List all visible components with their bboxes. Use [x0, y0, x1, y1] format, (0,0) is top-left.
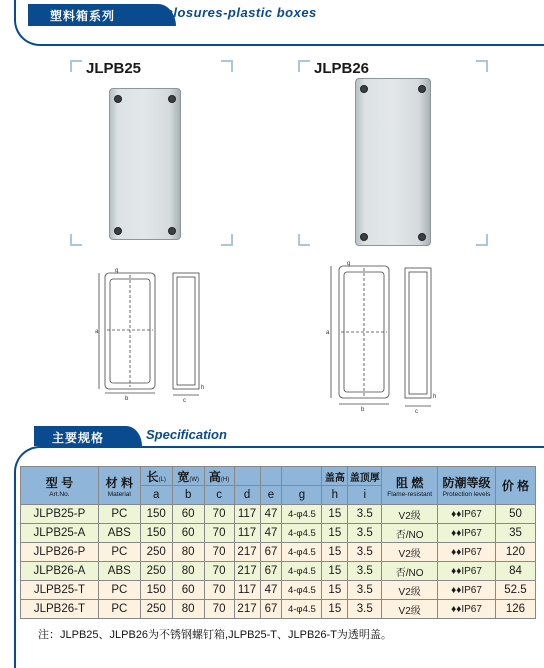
- cell-e: 47: [260, 524, 282, 543]
- table-row: [21, 562, 536, 581]
- cell-h: 15: [322, 562, 348, 581]
- cell-material: ABS: [98, 524, 140, 543]
- corner-bracket: [70, 234, 82, 246]
- screw-icon: [114, 95, 122, 103]
- cell-b: 80: [172, 600, 204, 619]
- cell-b: 80: [172, 543, 204, 562]
- dim-label-g: g: [347, 261, 351, 267]
- col-header-i: i: [348, 486, 382, 505]
- col-header-g: g: [282, 486, 322, 505]
- droplet-icon: ♦♦: [451, 546, 462, 558]
- cell-b: 80: [172, 562, 204, 581]
- cell-g: 4-φ4.5: [282, 524, 322, 543]
- cell-a: 150: [140, 524, 172, 543]
- cell-g: 4-φ4.5: [282, 562, 322, 581]
- col-header-material: 材 料 Material: [98, 467, 140, 505]
- corner-bracket: [70, 60, 82, 72]
- cell-material: PC: [98, 600, 140, 619]
- cell-i: 3.5: [348, 600, 382, 619]
- cell-c: 70: [204, 543, 234, 562]
- dim-label-c: c: [183, 398, 186, 404]
- cell-protection: ♦♦IP67: [438, 543, 496, 562]
- spec-table: [20, 466, 536, 619]
- cell-a: 250: [140, 562, 172, 581]
- screw-icon: [168, 227, 176, 235]
- cell-a: 150: [140, 581, 172, 600]
- cell-model: JLPB26-P: [21, 543, 99, 562]
- cell-price: 126: [495, 600, 535, 619]
- screw-icon: [114, 227, 122, 235]
- cell-material: PC: [98, 581, 140, 600]
- screw-icon: [360, 85, 368, 93]
- footnote: 注：JLPB25、JLPB26为不锈钢螺钉箱,JLPB25-T、JLPB26-T为透明盖。: [38, 629, 392, 641]
- screw-icon: [418, 85, 426, 93]
- cell-material: ABS: [98, 562, 140, 581]
- cell-c: 70: [204, 581, 234, 600]
- cell-i: 3.5: [348, 505, 382, 524]
- cell-g: 4-φ4.5: [282, 581, 322, 600]
- cell-material: PC: [98, 505, 140, 524]
- corner-bracket: [476, 60, 488, 72]
- cell-e: 67: [260, 600, 282, 619]
- cell-h: 15: [322, 543, 348, 562]
- dim-label-a: a: [95, 329, 99, 335]
- cell-material: PC: [98, 543, 140, 562]
- col-header-c: c: [204, 486, 234, 505]
- col-header-b: b: [172, 486, 204, 505]
- droplet-icon: ♦♦: [451, 603, 462, 615]
- cell-c: 70: [204, 562, 234, 581]
- droplet-icon: ♦♦: [451, 565, 462, 577]
- cell-protection: ♦♦IP67: [438, 524, 496, 543]
- cell-e: 67: [260, 543, 282, 562]
- dim-label-c: c: [415, 409, 418, 415]
- cell-a: 250: [140, 543, 172, 562]
- cell-i: 3.5: [348, 543, 382, 562]
- cell-model: JLPB25-A: [21, 524, 99, 543]
- cell-h: 15: [322, 505, 348, 524]
- cell-d: 117: [234, 581, 260, 600]
- col-header-protection: 防潮等级 Protection levels: [438, 467, 496, 505]
- cell-price: 35: [495, 524, 535, 543]
- droplet-icon: ♦♦: [451, 508, 462, 520]
- cell-flame: 否/NO: [382, 562, 438, 581]
- cell-e: 67: [260, 562, 282, 581]
- cell-a: 250: [140, 600, 172, 619]
- col-header-length: 长(L): [140, 467, 172, 486]
- cell-b: 60: [172, 505, 204, 524]
- cell-d: 217: [234, 562, 260, 581]
- cell-b: 60: [172, 524, 204, 543]
- product-image-jlpb25: [109, 88, 181, 240]
- table-row: [21, 543, 536, 562]
- cell-g: 4-φ4.5: [282, 543, 322, 562]
- cell-model: JLPB25-P: [21, 505, 99, 524]
- cell-i: 3.5: [348, 562, 382, 581]
- cell-g: 4-φ4.5: [282, 505, 322, 524]
- corner-bracket: [476, 234, 488, 246]
- dim-label-b: b: [361, 407, 365, 413]
- col-header-lid-thick: 盖顶厚: [348, 467, 382, 486]
- dim-label-h: h: [201, 385, 205, 391]
- cell-e: 47: [260, 505, 282, 524]
- corner-bracket: [221, 234, 233, 246]
- col-header-price: 价 格: [495, 467, 535, 505]
- cell-protection: ♦♦IP67: [438, 505, 496, 524]
- col-header-width: 宽(W): [172, 467, 204, 486]
- cell-flame: V2级: [382, 505, 438, 524]
- cell-h: 15: [322, 600, 348, 619]
- screw-icon: [360, 233, 368, 241]
- table-row: [21, 505, 536, 524]
- technical-drawing-jlpb26: [325, 258, 445, 416]
- cell-flame: V2级: [382, 543, 438, 562]
- cell-price: 52.5: [495, 581, 535, 600]
- product-title-jlpb25: JLPB25: [86, 60, 142, 77]
- col-header-blank: [234, 467, 260, 486]
- cell-d: 117: [234, 524, 260, 543]
- cell-protection: ♦♦IP67: [438, 600, 496, 619]
- cell-price: 120: [495, 543, 535, 562]
- col-header-blank: [260, 467, 282, 486]
- table-row: [21, 524, 536, 543]
- cell-price: 50: [495, 505, 535, 524]
- droplet-icon: ♦♦: [451, 527, 462, 539]
- cell-e: 47: [260, 581, 282, 600]
- cell-i: 3.5: [348, 524, 382, 543]
- cell-flame: V2级: [382, 581, 438, 600]
- col-header-d: d: [234, 486, 260, 505]
- cell-model: JLPB26-A: [21, 562, 99, 581]
- cell-d: 217: [234, 600, 260, 619]
- table-row: [21, 581, 536, 600]
- cell-model: JLPB26-T: [21, 600, 99, 619]
- dim-label-g: g: [115, 268, 119, 274]
- cell-h: 15: [322, 524, 348, 543]
- product-image-jlpb26: [355, 78, 431, 246]
- col-header-e: e: [260, 486, 282, 505]
- cell-h: 15: [322, 581, 348, 600]
- cell-a: 150: [140, 505, 172, 524]
- droplet-icon: ♦♦: [451, 584, 462, 596]
- spec-title-en: Specification: [146, 427, 227, 442]
- cell-protection: ♦♦IP67: [438, 562, 496, 581]
- col-header-blank: [282, 467, 322, 486]
- table-row: [21, 600, 536, 619]
- screw-icon: [418, 233, 426, 241]
- dim-label-b: b: [125, 396, 129, 402]
- screw-icon: [168, 95, 176, 103]
- cell-model: JLPB25-T: [21, 581, 99, 600]
- corner-bracket: [298, 60, 310, 72]
- col-header-height: 高(H): [204, 467, 234, 486]
- cell-flame: V2级: [382, 600, 438, 619]
- cell-b: 60: [172, 581, 204, 600]
- cell-c: 70: [204, 505, 234, 524]
- col-header-model: 型 号 Art.No.: [21, 467, 99, 505]
- technical-drawing-jlpb25: [95, 265, 215, 410]
- dim-label-h: h: [433, 394, 437, 400]
- cell-c: 70: [204, 524, 234, 543]
- cell-c: 70: [204, 600, 234, 619]
- cell-price: 84: [495, 562, 535, 581]
- spec-title-cn: 主要规格: [52, 431, 105, 445]
- product-title-jlpb26: JLPB26: [314, 60, 370, 77]
- cell-i: 3.5: [348, 581, 382, 600]
- cell-d: 117: [234, 505, 260, 524]
- corner-bracket: [298, 234, 310, 246]
- col-header-h: h: [322, 486, 348, 505]
- cell-flame: 否/NO: [382, 524, 438, 543]
- header-title-cn: 塑料箱系列: [50, 9, 116, 23]
- col-header-lid-height: 盖高: [322, 467, 348, 486]
- corner-bracket: [221, 60, 233, 72]
- col-header-flame: 阻 燃 Flame-resistant: [382, 467, 438, 505]
- col-header-a: a: [140, 486, 172, 505]
- header-title-en: Enclosures-plastic boxes: [148, 5, 317, 20]
- dim-label-a: a: [326, 330, 330, 336]
- cell-d: 217: [234, 543, 260, 562]
- cell-protection: ♦♦IP67: [438, 581, 496, 600]
- cell-g: 4-φ4.5: [282, 600, 322, 619]
